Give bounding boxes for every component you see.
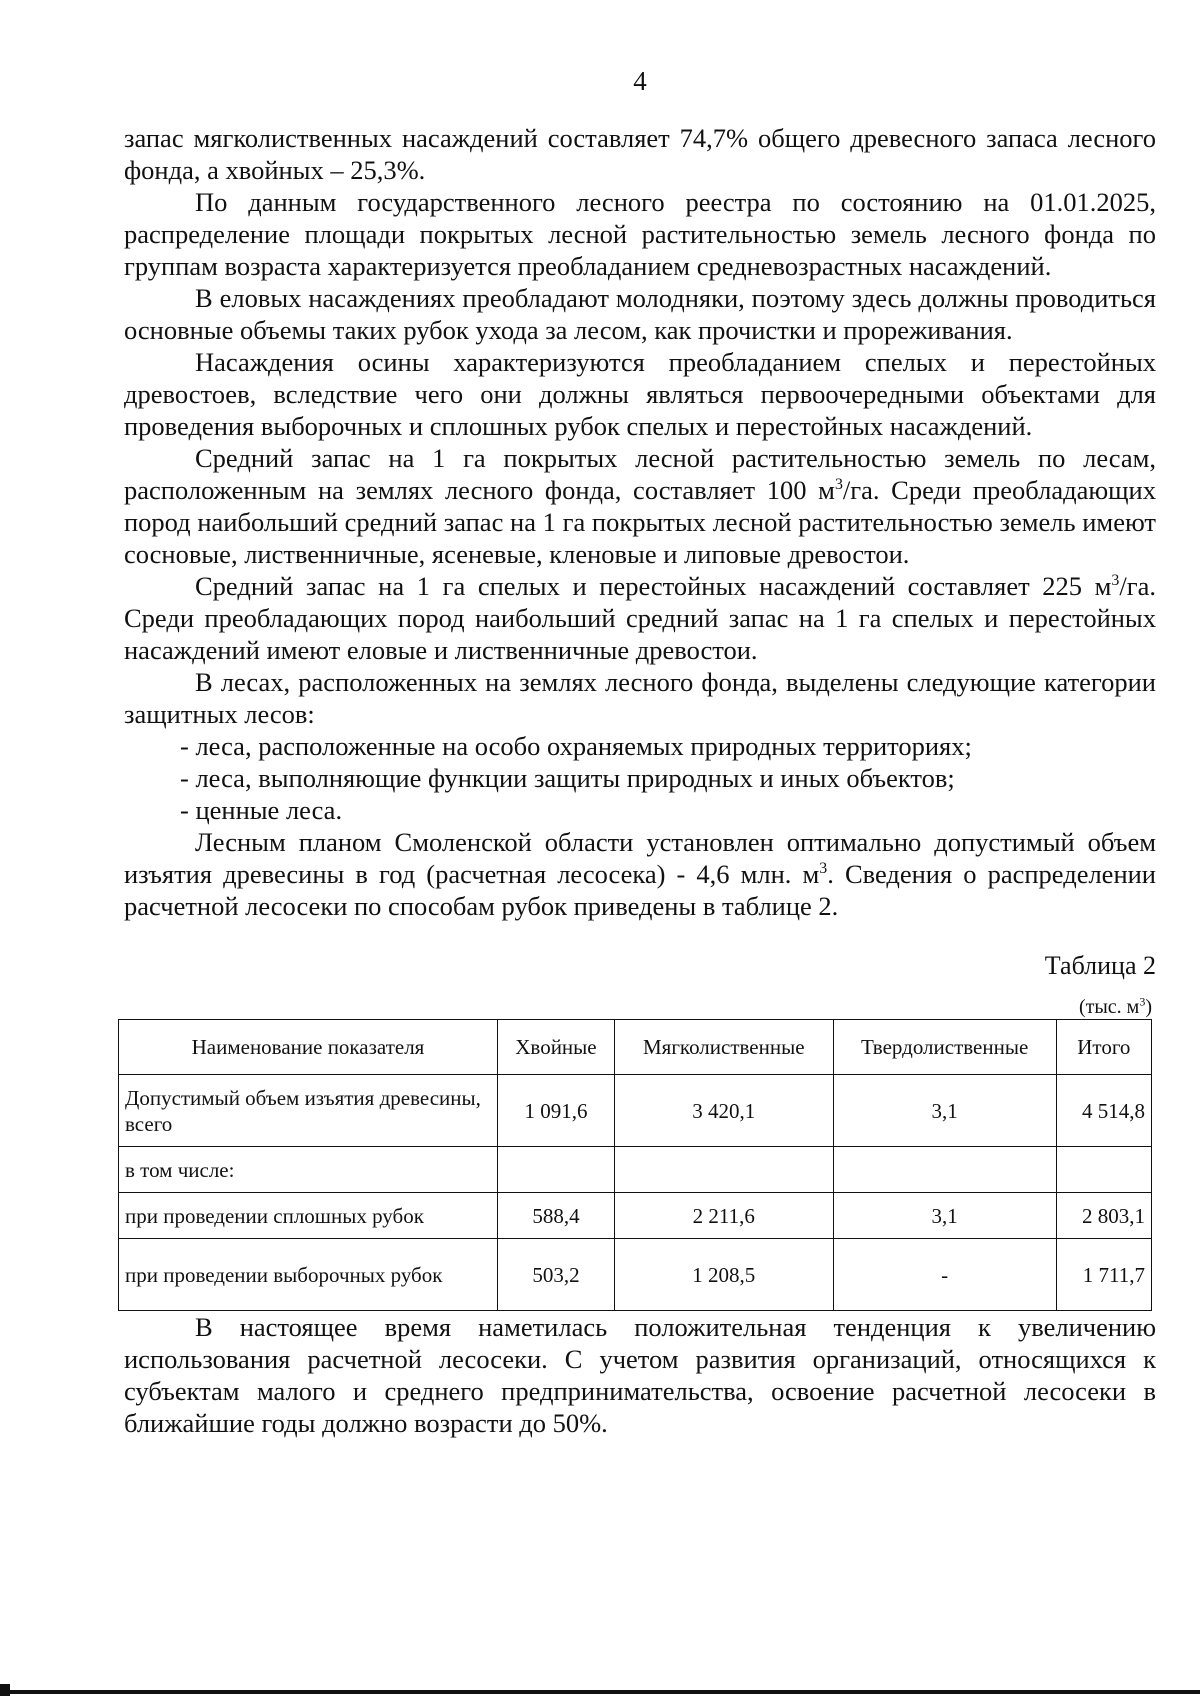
table-row — [119, 1147, 1152, 1193]
paragraph-8-superscript: 3 — [819, 860, 828, 878]
table-units — [124, 995, 1156, 1019]
table-cell — [833, 1147, 1056, 1193]
table-cell — [1056, 1147, 1151, 1193]
paragraph-2: По данным государственного лесного реестра по состоянию на 01.01.2025, распределение площади покрытых лесной растительностью земель лесного фонда по группам возраста характеризуется преобладанием средневозрастных насаждений. — [124, 187, 1156, 281]
bullet-item: - леса, выполняющие функции защиты природных и иных объектов; — [180, 763, 955, 793]
header-cell: Наименование показателя — [119, 1020, 498, 1075]
table-cell: 3 420,1 — [614, 1075, 833, 1147]
table-header-row — [119, 1020, 1152, 1075]
table-row — [119, 1075, 1152, 1147]
paragraph-5 — [124, 442, 1156, 570]
table-cell: в том числе: — [119, 1147, 498, 1193]
table-units-superscript: 3 — [1139, 994, 1146, 1009]
table-caption: Таблица 2 — [1044, 951, 1156, 980]
paragraph-4: Насаждения осины характеризуются преобладанием спелых и перестойных древостоев, вследствие чего они должны являться первоочередными объектами для проведения выборочных и сплошных рубок спелых и перестойных насаждений. — [124, 347, 1156, 441]
paragraph-8-text-b: . Сведения о распределении расчетной лесосеки по способам рубок приведены в таблице 2. — [124, 859, 1156, 921]
document-body — [124, 122, 1156, 1439]
table-cell: 3,1 — [833, 1075, 1056, 1147]
page-number: 4 — [633, 66, 647, 96]
header-cell: Твердолиственные — [833, 1020, 1056, 1075]
paragraph-6-text-a: Средний запас на 1 га спелых и перестойных насаждений составляет 225 м — [195, 571, 1112, 601]
paragraph-6 — [124, 570, 1156, 666]
table-cell: - — [833, 1239, 1056, 1311]
scan-bottom-rule — [0, 1690, 1200, 1694]
table-cell: 588,4 — [497, 1193, 614, 1239]
table-cell: 2 211,6 — [614, 1193, 833, 1239]
header-cell: Итого — [1056, 1020, 1151, 1075]
paragraph-8-text-a: Лесным планом Смоленской области установлен оптимально допустимый объем изъятия древесины в год (расчетная лесосека) - 4,6 млн. м — [124, 827, 1156, 889]
paragraph-8 — [124, 826, 1156, 922]
table-cell — [497, 1147, 614, 1193]
table-row — [119, 1239, 1152, 1311]
table-cell: 1 711,7 — [1056, 1239, 1151, 1311]
header-cell: Хвойные — [497, 1020, 614, 1075]
table-row — [119, 1193, 1152, 1239]
table-cell: при проведении сплошных рубок — [119, 1193, 498, 1239]
paragraph-9: В настоящее время наметилась положительная тенденция к увеличению использования расчетной лесосеки. С учетом развития организаций, относящихся к субъектам малого и среднего предпринимательства, освоение расчетной лесосеки в ближайшие годы должно возрасти до 50%. — [124, 1312, 1156, 1438]
table-cell: 3,1 — [833, 1193, 1056, 1239]
table-cell: 503,2 — [497, 1239, 614, 1311]
table-cell: при проведении выборочных рубок — [119, 1239, 498, 1311]
paragraph-5-text-a: Средний запас на 1 га покрытых лесной растительностью земель по лесам, расположенным на землях лесного фонда, составляет 100 м — [124, 443, 1156, 505]
table-cell: Допустимый объем изъятия древесины, всего — [119, 1075, 498, 1147]
table-cell: 1 091,6 — [497, 1075, 614, 1147]
paragraph-3: В еловых насаждениях преобладают молодняки, поэтому здесь должны проводиться основные объемы таких рубок ухода за лесом, как прочистки и прореживания. — [124, 283, 1156, 345]
table-cell — [614, 1147, 833, 1193]
table-units-suffix: ) — [1145, 996, 1152, 1018]
paragraph-7: В лесах, расположенных на землях лесного фонда, выделены следующие категории защитных лесов: — [124, 667, 1156, 729]
table-cell: 4 514,8 — [1056, 1075, 1151, 1147]
paragraph-6-superscript: 3 — [1111, 572, 1120, 590]
header-cell: Мягколиственные — [614, 1020, 833, 1075]
table-cell: 1 208,5 — [614, 1239, 833, 1311]
paragraph-5-text-b: /га. Среди преобладающих пород наибольший средний запас на 1 га покрытых лесной растительностью земель имеют сосновые, лиственничные, ясеневые, кленовые и липовые древостои. — [124, 475, 1156, 569]
paragraph-5-superscript: 3 — [834, 476, 843, 494]
paragraph-1: запас мягколиственных насаждений составляет 74,7% общего древесного запаса лесного фонда, а хвойных – 25,3%. — [124, 123, 1156, 185]
bullet-item: - леса, расположенные на особо охраняемых природных территориях; — [180, 731, 972, 761]
paragraph-6-text-b: /га. Среди преобладающих пород наибольший средний запас на 1 га спелых и перестойных насаждений имеют еловые и лиственничные древостои. — [124, 571, 1156, 665]
logging-volume-table — [118, 1019, 1152, 1311]
table-cell: 2 803,1 — [1056, 1193, 1151, 1239]
table-units-prefix: (тыс. м — [1078, 996, 1140, 1018]
bullet-item: - ценные леса. — [180, 795, 343, 825]
